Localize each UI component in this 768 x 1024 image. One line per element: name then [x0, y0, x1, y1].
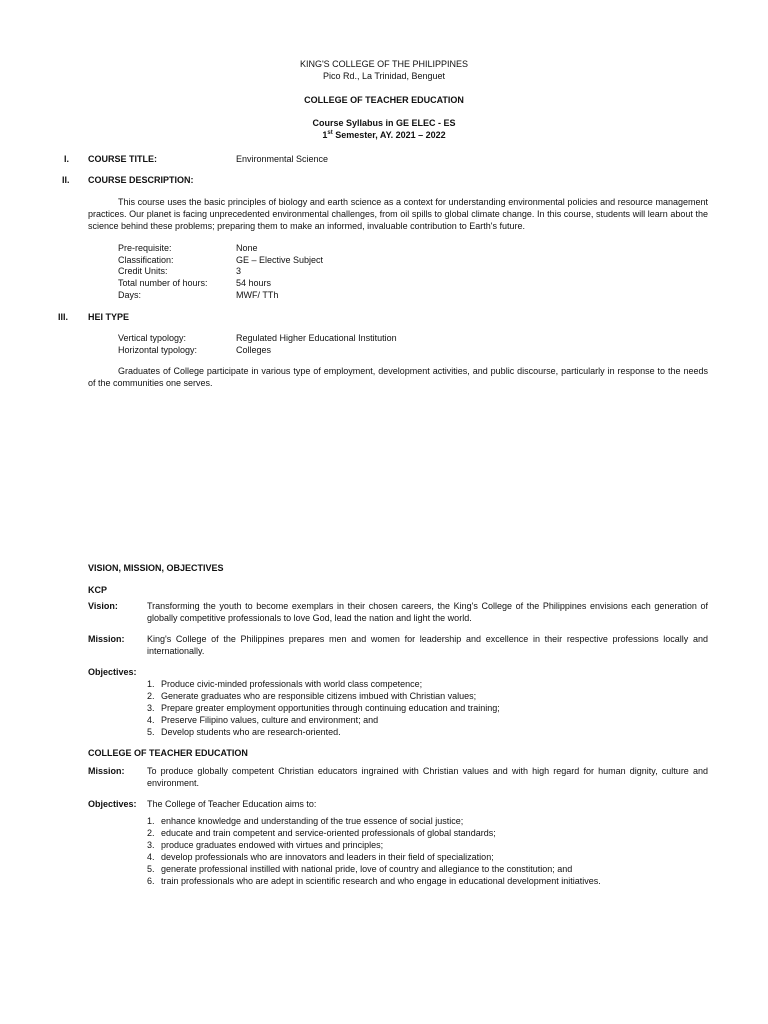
detail-label: Credit Units:: [118, 266, 168, 276]
cte-heading: COLLEGE OF TEACHER EDUCATION: [88, 748, 248, 758]
list-item: 4. Preserve Filipino values, culture and environment; and: [147, 715, 379, 725]
semester-number: 1: [322, 130, 328, 140]
kcp-heading: KCP: [88, 585, 108, 595]
course-description-text: This course uses the basic principles of biology and earth science as a context for understanding environmental policies and resource management practices. Our planet is facing unprecedented environmental challenges, from oil spills to global climate change. In this course, students will learn about the science behind these problems; preparing them to make an informed, invaluable contribution to Earth's future.: [88, 197, 708, 231]
detail-label: Total number of hours:: [118, 278, 208, 288]
semester-rest: Semester, AY. 2021 – 2022: [332, 130, 446, 140]
objective-text: Produce civic-minded professionals with world class competence;: [161, 679, 423, 689]
section-1-numeral: I.: [64, 154, 70, 164]
school-name: KING'S COLLEGE OF THE PHILIPPINES: [299, 59, 469, 69]
kcp-vision-text: Transforming the youth to become exemplars in their chosen careers, the King's College of the Philippines envisions each generation of globally competitive professionals to love God, lead the nation and light the world.: [147, 601, 708, 623]
college-name: COLLEGE OF TEACHER EDUCATION: [304, 95, 464, 105]
detail-label: Classification:: [118, 255, 174, 265]
kcp-objectives-label: Objectives:: [88, 667, 137, 677]
objective-text: develop professionals who are innovators and leaders in their field of specialization;: [161, 852, 494, 862]
detail-value: MWF/ TTh: [236, 290, 279, 300]
section-2-numeral: II.: [62, 175, 70, 185]
objective-text: Generate graduates who are responsible citizens imbued with Christian values;: [161, 691, 477, 701]
detail-label: Days:: [118, 290, 142, 300]
detail-value: None: [236, 243, 258, 253]
objective-text: educate and train competent and service-oriented professionals of global standards;: [161, 828, 496, 838]
objective-text: enhance knowledge and understanding of the true essence of social justice;: [161, 816, 464, 826]
cte-mission-text: To produce globally competent Christian educators ingrained with Christian values and with high regard for human dignity, culture and environment.: [147, 766, 708, 788]
school-address: Pico Rd., La Trinidad, Benguet: [322, 71, 446, 81]
list-item: 1. enhance knowledge and understanding of the true essence of social justice;: [147, 816, 464, 826]
list-item: 4. develop professionals who are innovators and leaders in their field of specialization;: [147, 852, 494, 862]
cte-mission-label: Mission:: [88, 766, 125, 776]
detail-value: 54 hours: [236, 278, 272, 288]
hei-details: [118, 332, 518, 356]
list-item: 3. Prepare greater employment opportunities through continuing education and training;: [147, 703, 500, 713]
list-item: 3. produce graduates endowed with virtues and principles;: [147, 840, 384, 850]
kcp-mission-label: Mission:: [88, 634, 125, 644]
course-details: [118, 242, 518, 302]
course-title-heading: COURSE TITLE:: [88, 154, 157, 164]
detail-value: GE – Elective Subject: [236, 255, 324, 265]
cte-objectives-label: Objectives:: [88, 799, 137, 809]
objective-text: train professionals who are adept in scientific research and who engage in educational development initiatives.: [161, 876, 601, 886]
objective-text: Develop students who are research-oriented.: [161, 727, 341, 737]
detail-label: Vertical typology:: [118, 333, 187, 343]
vmo-heading: VISION, MISSION, OBJECTIVES: [88, 563, 224, 573]
kcp-mission-text: King's College of the Philippines prepares men and women for leadership and excellence in their respective professions locally and internationally.: [147, 634, 708, 656]
kcp-objectives-list: [147, 678, 708, 738]
hei-paragraph: Graduates of College participate in various type of employment, development activities, and public discourse, particularly in response to the needs of the communities one serves.: [88, 366, 708, 388]
objective-text: generate professional instilled with national pride, love of country and allegiance to the constitution; and: [161, 864, 573, 874]
section-3-numeral: III.: [58, 312, 69, 322]
objective-text: Preserve Filipino values, culture and environment; and: [161, 715, 379, 725]
detail-value: Colleges: [236, 345, 272, 355]
list-item: 5. Develop students who are research-oriented.: [147, 727, 341, 737]
semester-ordinal: st: [327, 130, 333, 136]
list-item: 1. Produce civic-minded professionals with world class competence;: [147, 679, 423, 689]
cte-objectives-list: [147, 815, 708, 887]
objective-text: produce graduates endowed with virtues and principles;: [161, 840, 384, 850]
kcp-vision-label: Vision:: [88, 601, 118, 611]
list-item: 5. generate professional instilled with national pride, love of country and allegiance to the constitution; and: [147, 864, 573, 874]
list-item: 2. educate and train competent and service-oriented professionals of global standards;: [147, 828, 496, 838]
syllabus-title: Course Syllabus in GE ELEC - ES: [312, 118, 456, 128]
semester-line: [0, 129, 768, 141]
detail-value: 3: [236, 266, 242, 276]
detail-value: Regulated Higher Educational Institution: [236, 333, 397, 343]
hei-type-heading: HEI TYPE: [88, 312, 130, 322]
detail-label: Horizontal typology:: [118, 345, 198, 355]
course-description-heading: COURSE DESCRIPTION:: [88, 175, 194, 185]
objective-text: Prepare greater employment opportunities through continuing education and training;: [161, 703, 500, 713]
list-item: 6. train professionals who are adept in scientific research and who engage in educational development initiatives.: [147, 876, 601, 886]
list-item: 2. Generate graduates who are responsible citizens imbued with Christian values;: [147, 691, 477, 701]
detail-label: Pre-requisite:: [118, 243, 172, 253]
course-title-value: Environmental Science: [236, 154, 329, 164]
cte-objectives-intro: The College of Teacher Education aims to:: [147, 799, 317, 809]
